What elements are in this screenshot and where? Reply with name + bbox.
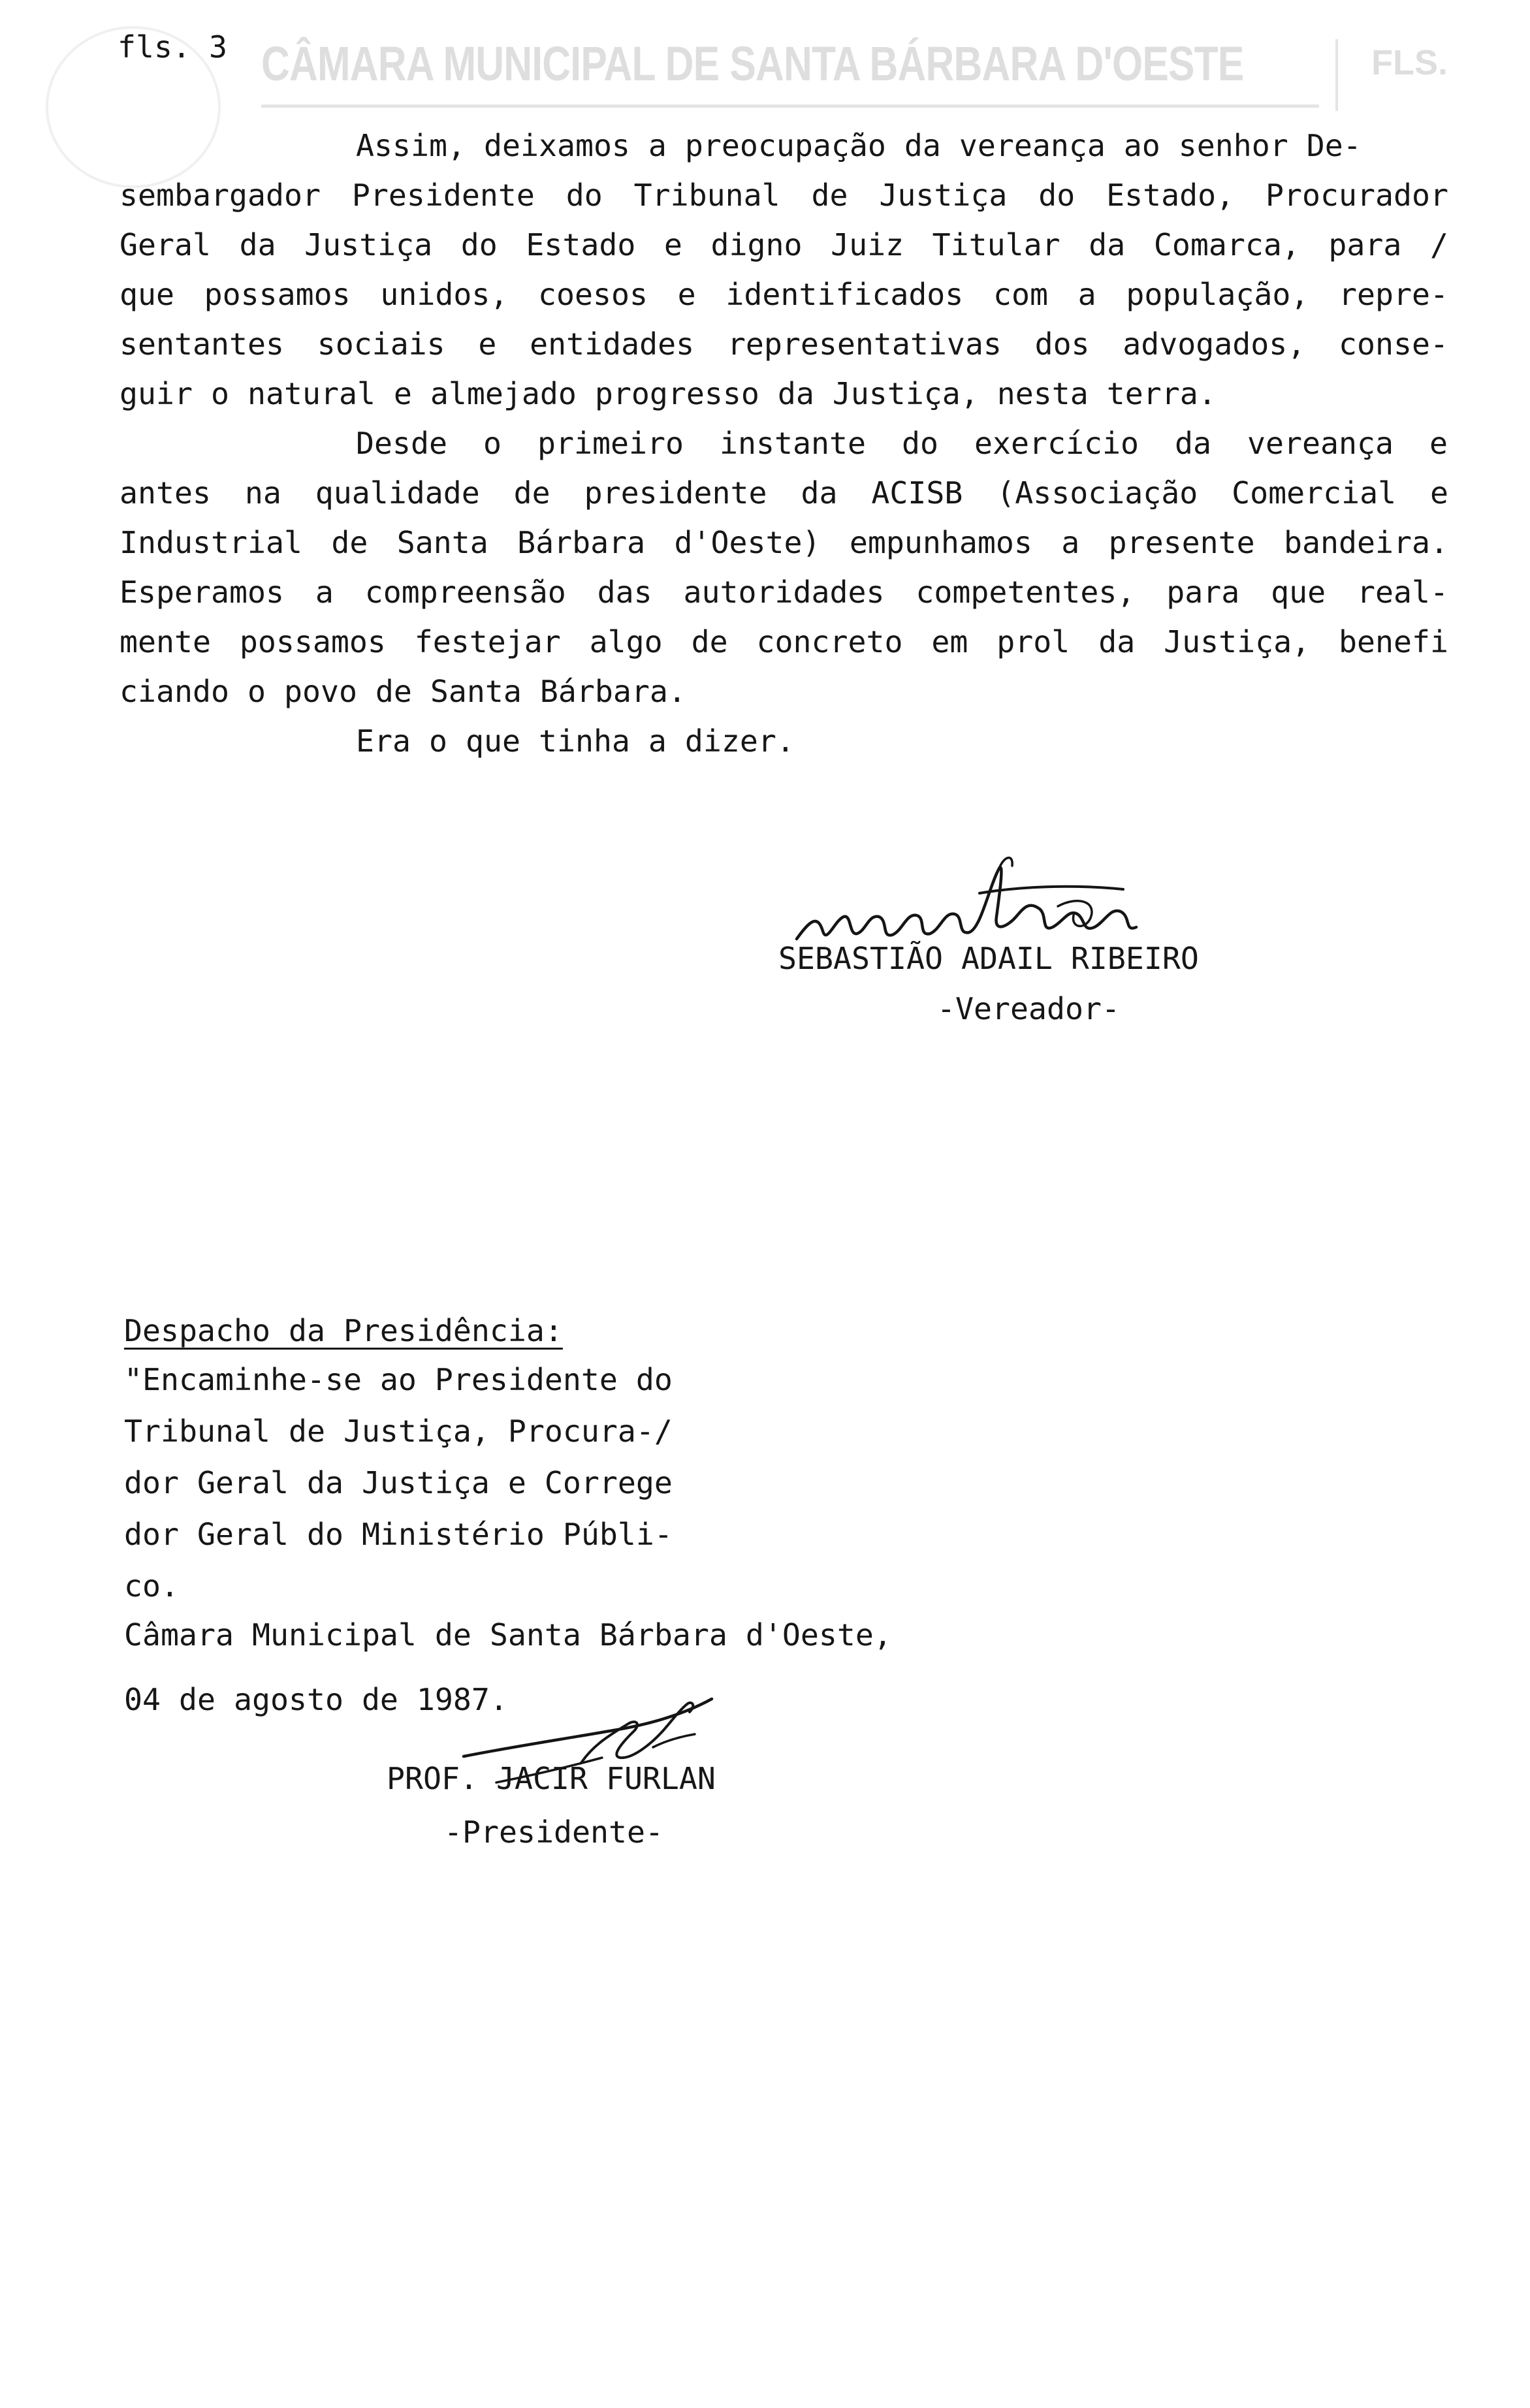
despacho-line-2: Tribunal de Justiça, Procura-/ [124, 1414, 673, 1449]
despacho-line-4: dor Geral do Ministério Públi- [124, 1517, 673, 1552]
letter-line-8: antes na qualidade de presidente da ACISB (Associação Comercial e [120, 475, 1448, 511]
fls-show-through: FLS. [1371, 43, 1448, 82]
despacho-date: 04 de agosto de 1987. [124, 1682, 508, 1717]
letter-line-5: sentantes sociais e entidades representativas dos advogados, conse- [120, 326, 1448, 362]
despacho-line-1: "Encaminhe-se ao Presidente do [124, 1362, 673, 1397]
letter-line-9: Industrial de Santa Bárbara d'Oeste) empunhamos a presente bandeira. [120, 525, 1448, 560]
header-rule-show-through [261, 104, 1319, 108]
header-show-through: CÂMARA MUNICIPAL DE SANTA BÁRBARA D'OESTE [261, 37, 1244, 91]
letter-line-6: guir o natural e almejado progresso da Justiça, nesta terra. [120, 376, 1217, 411]
signatory-role: -Vereador- [937, 991, 1120, 1026]
letter-line-10: Esperamos a compreensão das autoridades competentes, para que real- [120, 575, 1448, 610]
letter-line-4: que possamos unidos, coesos e identificados com a população, repre- [120, 277, 1448, 312]
letter-line-3: Geral da Justiça do Estado e digno Juiz Titular da Comarca, para / [120, 227, 1448, 262]
letter-line-13: Era o que tinha a dizer. [356, 723, 795, 759]
despacho-line-3: dor Geral da Justiça e Correge [124, 1465, 673, 1500]
despacho-place: Câmara Municipal de Santa Bárbara d'Oeste, [124, 1617, 892, 1653]
president-name: PROF. JACIR FURLAN [387, 1761, 716, 1796]
letter-line-12: ciando o povo de Santa Bárbara. [120, 674, 686, 709]
letter-line-2: sembargador Presidente do Tribunal de Justiça do Estado, Procurador [120, 178, 1448, 213]
letter-line-7: Desde o primeiro instante do exercício da vereança e [356, 426, 1448, 461]
letter-line-1: Assim, deixamos a preocupação da vereança ao senhor De- [356, 128, 1362, 163]
header-divider-show-through [1335, 39, 1338, 111]
letter-line-11: mente possamos festejar algo de concreto em prol da Justiça, benefi [120, 624, 1448, 659]
despacho-line-5: co. [124, 1568, 179, 1604]
despacho-title: Despacho da Presidência: [124, 1313, 563, 1348]
signatory-name: SEBASTIÃO ADAIL RIBEIRO [778, 941, 1199, 976]
page-number: fls. 3 [118, 29, 227, 65]
president-role: -Presidente- [444, 1814, 663, 1850]
